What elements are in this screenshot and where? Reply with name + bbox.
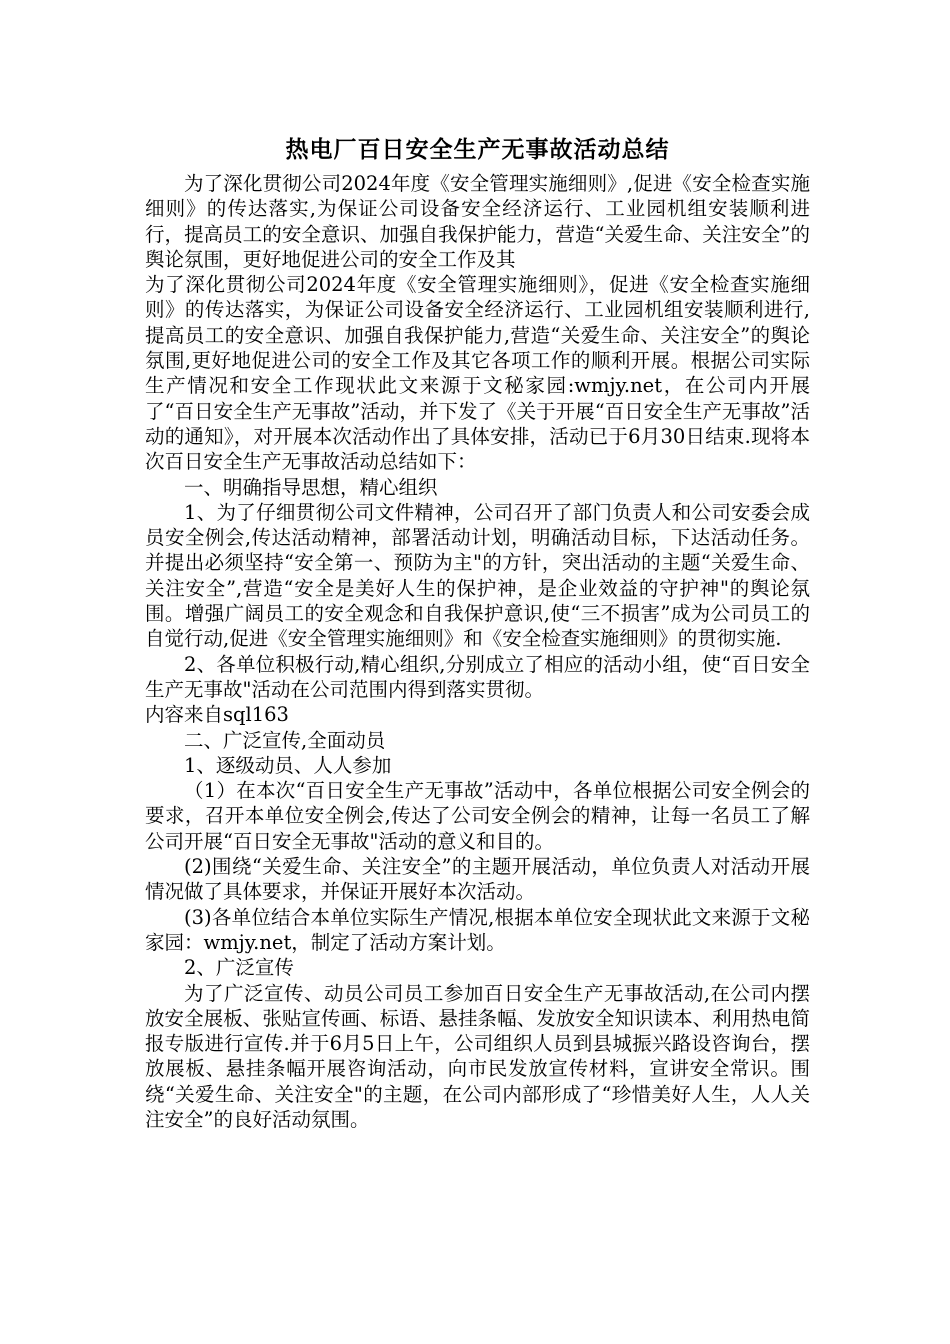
paragraph: 1、逐级动员、人人参加 xyxy=(184,753,392,777)
paragraph: 为了广泛宣传、动员公司员工参加百日安全生产无事故活动,在公司内摆放安全展板、张贴宣传画、标语、悬挂条幅、发放安全知识读本、利用热电简报专版进行宣传.并于6月5日上午，公司组织人员到县城振兴路设咨询台，摆放展板、悬挂条幅开展咨询活动，向市民发放宣传材料，宣讲安全常识。围绕“关爱生命、关注安全"的主题，在公司内部形成了“珍惜美好人生，人人关注安全”的良好活动氛围。 xyxy=(145,981,810,1131)
paragraph: 为了深化贯彻公司2024年度《安全管理实施细则》,促进《安全检查实施细则》的传达落实,为保证公司设备安全经济运行、工业园机组安装顺利进行，提高员工的安全意识、加强自我保护能力，营造“关爱生命、关注安全”的舆论氛围，更好地促进公司的安全工作及其 xyxy=(145,172,810,271)
paragraph: 2、各单位积极行动,精心组织,分别成立了相应的活动小组，使“百日安全生产无事故"活动在公司范围内得到落实贯彻。 xyxy=(145,652,810,701)
document-body xyxy=(145,171,810,1132)
paragraph: (3)各单位结合本单位实际生产情况,根据本单位安全现状此文来源于文秘家园：wmjy.net，制定了活动方案计划。 xyxy=(145,905,810,954)
paragraph: 二、广泛宣传,全面动员 xyxy=(184,728,386,752)
document-page xyxy=(145,135,810,1132)
paragraph: 为了深化贯彻公司2024年度《安全管理实施细则》，促进《安全检查实施细则》的传达落实，为保证公司设备安全经济运行、工业园机组安装顺利进行,提高员工的安全意识、加强自我保护能力,营造“关爱生命、关注安全”的舆论氛围,更好地促进公司的安全工作及其它各项工作的顺利开展。根据公司实际生产情况和安全工作现状此文来源于文秘家园:wmjy.net，在公司内开展了“百日安全生产无事故”活动，并下发了《关于开展“百日安全生产无事故”活动的通知》，对开展本次活动作出了具体安排，活动已于6月30日结束.现将本次百日安全生产无事故活动总结如下： xyxy=(145,273,810,474)
paragraph: 内容来自sql163 xyxy=(145,703,289,727)
paragraph: 2、广泛宣传 xyxy=(184,956,294,980)
paragraph: 1、为了仔细贯彻公司文件精神，公司召开了部门负责人和公司安委会成员安全例会,传达活动精神，部署活动计划，明确活动目标，下达活动任务。并提出必须坚持“安全第一、预防为主"的方针，突出活动的主题“关爱生命、关注安全”,营造“安全是美好人生的保护神，是企业效益的守护神"的舆论氛围。增强广阔员工的安全观念和自我保护意识,使“三不损害”成为公司员工的自觉行动,促进《安全管理实施细则》和《安全检查实施细则》的贯彻实施. xyxy=(145,500,810,651)
paragraph: (2)围绕“关爱生命、关注安全”的主题开展活动，单位负责人对活动开展情况做了具体要求，并保证开展好本次活动。 xyxy=(145,855,810,904)
paragraph: （1）在本次“百日安全生产无事故”活动中，各单位根据公司安全例会的要求，召开本单位安全例会,传达了公司安全例会的精神，让每一名员工了解公司开展“百日安全无事故"活动的意义和目的。 xyxy=(145,779,810,853)
paragraph: 一、明确指导思想，精心组织 xyxy=(184,475,438,499)
document-title: 热电厂百日安全生产无事故活动总结 xyxy=(285,136,670,163)
